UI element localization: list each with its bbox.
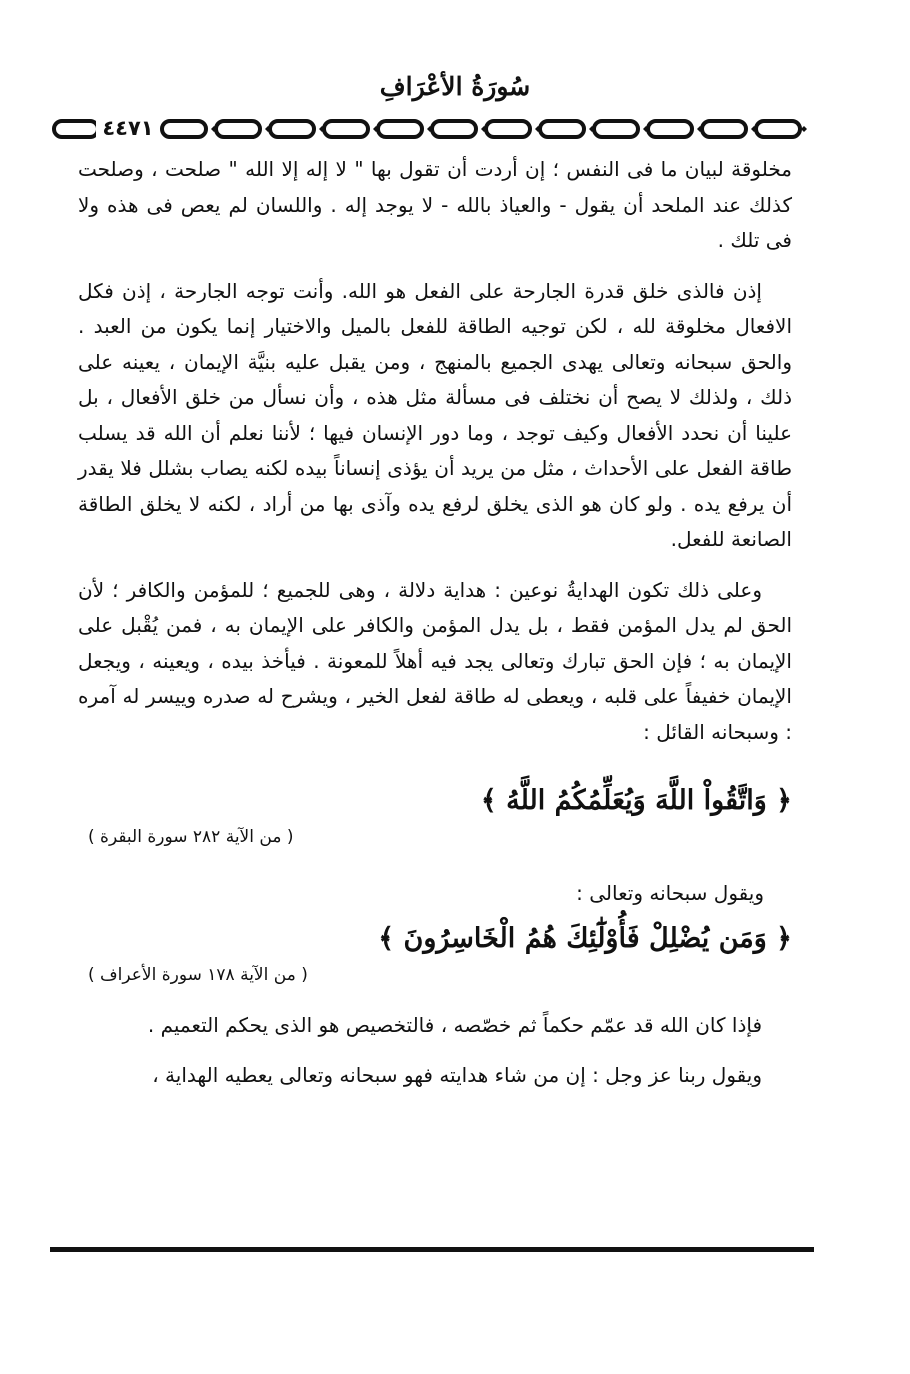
paragraph-3: وعلى ذلك تكون الهدايةُ نوعين : هداية دلالة ، وهى للجميع ؛ للمؤمن والكافر ؛ لأن الحق لم يدل المؤمن فقط ، بل يدل المؤمن والكافر على الإيمان به ، فمن يُقْبل على الإيمان به ؛ فإن الحق تبارك وتعالى يجد فيه أهلاً للمعونة . فيأخذ بيده ، ويعينه ، ويجعل الإيمان خفيفاً على قلبه ، ويعطى له طاقة لفعل الخير ، ويشرح له صدره وييسر له آمره : وسبحانه القائل : — [78, 577, 792, 744]
body-text — [78, 152, 792, 1094]
paragraph-5: ويقول ربنا عز وجل : إن من شاء هدايته فهو سبحانه وتعالى يعطيه الهداية ، — [152, 1063, 762, 1087]
verse-intro-2: ويقول سبحانه وتعالى : — [576, 881, 764, 905]
quran-verse-2: ﴿ وَمَن يُضْلِلْ فَأُوْلَٰٓئِكَ هُمُ الْخَاسِرُونَ ﴾ — [378, 922, 792, 954]
paragraph-4: فإذا كان الله قد عمّم حكماً ثم خصّصه ، فالتخصيص هو الذى يحكم التعميم . — [147, 1012, 762, 1037]
verse-reference-1: ( من الآية ٢٨٢ سورة البقرة ) — [88, 827, 294, 847]
verse-reference-2: ( من الآية ١٧٨ سورة الأعراف ) — [88, 964, 308, 985]
page-number: ٤٤٧١ — [96, 116, 160, 140]
paragraph-2: إذن فالذى خلق قدرة الجارحة على الفعل هو الله. وأنت توجه الجارحة ، إذن فكل الافعال مخلوقة لله ، لكن توجيه الطاقة للفعل بالميل والاختيار إنما يكون من العبد . والحق سبحانه وتعالى يهدى الجميع بالمنهج ، ومن يقبل عليه بنيَّة الإيمان ، يعينه على ذلك ، ولذلك لا يصح أن نختلف فى مسألة مثل هذه ، وأن نسأل من خلق الأفعال ، بل علينا أن نحدد الأفعال وكيف توجد ، وما دور الإنسان فيها ؛ لأننا نعلم أن الله قد يسلب طاقة الفعل على الأحداث ، مثل من يريد أن يؤذى إنساناً بيده لكنه يصاب بشلل فلا يقدر أن يرفع يده . ولو كان هو الذى يخلق لرفع يده وآذى بها من أراد ، لكنه لا يخلق الطاقة الصانعة للفعل. — [78, 278, 792, 551]
surah-title: سُورَةُ الأعْرَافِ — [379, 72, 531, 101]
quran-verse-1: ﴿ وَاتَّقُواْ اللَّهَ وَيُعَلِّمُكُمُ اللَّهُ ﴾ — [480, 785, 792, 816]
ornamental-header-band — [50, 114, 810, 144]
paragraph-1: مخلوقة لبيان ما فى النفس ؛ إن أردت أن تقول بها " لا إله إلا الله " صلحت ، وصلحت كذلك عند الملحد أن يقول - والعياذ بالله - لا يوجد إله . واللسان لم يعص فى هذه ولا فى تلك . — [78, 157, 792, 252]
footer-rule — [50, 1247, 814, 1252]
